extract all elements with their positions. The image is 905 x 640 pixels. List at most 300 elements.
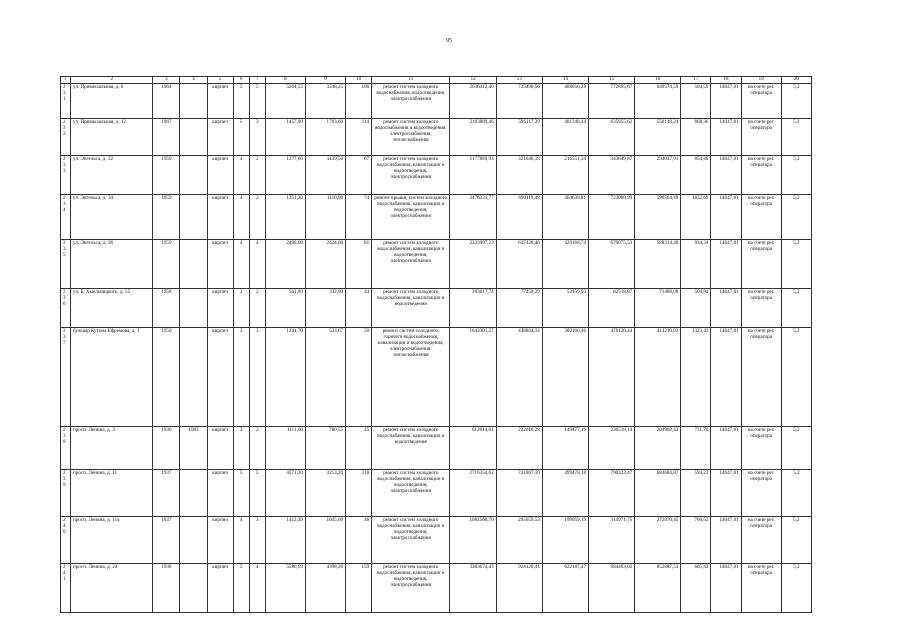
cell-text: 1177889,93: [469, 156, 494, 162]
cell-text: 1763,60: [326, 119, 344, 125]
cell-text: 14047,81: [719, 427, 739, 433]
address-cell: [71, 427, 153, 470]
cost-col15-cell: [589, 470, 635, 517]
cell-text: 1958: [161, 289, 172, 295]
column-number: 6: [233, 77, 249, 84]
entrances-cell: [249, 119, 265, 156]
fund-method-cell: [741, 289, 781, 328]
cost-col13-cell: [496, 427, 542, 470]
cost-col13-cell: [496, 156, 542, 195]
total-cost-cell: [450, 564, 496, 613]
cell-text: 2333987,23: [469, 240, 494, 246]
cell-text: 294047,91: [656, 156, 679, 162]
cell-text: просп. Ленина, д. 24: [73, 564, 118, 570]
cell-text: на счете рег. оператора: [747, 156, 775, 168]
cell-text: 45: [364, 427, 370, 433]
cost-col14-cell: [542, 195, 588, 240]
total-area-cell: [265, 470, 305, 517]
cell-text: кирпич: [212, 564, 228, 570]
row-number-cell: [61, 289, 71, 328]
total-cost-cell: [450, 289, 496, 328]
col20-cell: [781, 240, 811, 289]
unit-cost-cell: [681, 564, 711, 613]
cell-text: ремонт крыши, систем холодного водоснабжения, канализации и водоотведения, электроснабжения: [374, 195, 448, 219]
year-rebuilt-cell: [180, 427, 207, 470]
column-number: 11: [372, 77, 450, 84]
cell-text: кирпич: [212, 240, 228, 246]
row-number-cell: [61, 328, 71, 427]
cell-text: кирпич: [212, 470, 228, 476]
total-area-cell: [265, 328, 305, 427]
cell-text: 14047,81: [719, 195, 739, 201]
year-rebuilt-cell: [180, 156, 207, 195]
cell-text: ремонт систем холодного водоснабжения, канализации и водоотведения, электроснабжения: [377, 240, 445, 264]
cell-text: 283617,74: [472, 289, 494, 295]
works-cell: [372, 240, 450, 289]
cell-text: 594,23: [694, 470, 709, 476]
cell-text: 622187,47: [564, 564, 586, 570]
cell-text: 74: [364, 195, 370, 201]
cell-text: 464638,81: [564, 195, 586, 201]
cell-text: 812014,01: [472, 427, 494, 433]
cell-text: 984483,02: [610, 564, 633, 570]
address-cell: [71, 517, 153, 564]
cell-text: 5,2: [793, 517, 800, 523]
cell-text: 4: [255, 564, 259, 570]
wall-material-cell: [207, 328, 233, 427]
cell-text: 2: [255, 289, 259, 295]
cell-text: 1412,39: [286, 517, 303, 523]
floors-cell: [233, 84, 249, 119]
cell-text: 5,2: [793, 119, 800, 125]
total-area-cell: [265, 195, 305, 240]
cell-text: ремонт систем холодного водоснабжения и водоотведения, электроснабжения, теплоснабжения: [375, 119, 447, 143]
cell-text: 1937: [161, 517, 172, 523]
wall-material-cell: [207, 119, 233, 156]
total-area-cell: [265, 517, 305, 564]
cell-text: 302166,46: [564, 328, 586, 334]
cell-text: 605,43: [694, 564, 709, 570]
cell-text: 5,2: [793, 240, 800, 246]
cell-text: 478120,44: [610, 328, 633, 334]
cell-text: 239: [63, 470, 66, 488]
row-number-cell: [61, 195, 71, 240]
total-area-cell: [265, 427, 305, 470]
cell-text: 232: [63, 119, 66, 137]
cell-text: просп. Ленина, д. 11а: [73, 517, 120, 523]
fund-method-cell: [741, 240, 781, 289]
floors-cell: [233, 564, 249, 613]
living-area-cell: [305, 470, 345, 517]
cell-text: ул. Энгельса, д. 32: [73, 156, 114, 162]
cell-text: 3: [255, 328, 259, 334]
cell-text: 5264,55: [286, 84, 303, 90]
cell-text: 199059,19: [564, 517, 586, 523]
max-unit-cost-cell: [711, 470, 741, 517]
floors-cell: [233, 289, 249, 328]
cell-text: 1139,50: [326, 156, 344, 162]
row-number-cell: [61, 517, 71, 564]
works-cell: [372, 156, 450, 195]
cell-text: 2: [255, 195, 259, 201]
works-cell: [372, 427, 450, 470]
cell-text: кирпич: [212, 119, 228, 125]
cell-text: 1950: [161, 328, 172, 334]
year-rebuilt-cell: [180, 240, 207, 289]
entrances-cell: [249, 328, 265, 427]
cell-text: 1457,00: [286, 119, 303, 125]
unit-cost-cell: [681, 517, 711, 564]
cell-text: 332,90: [329, 289, 344, 295]
unit-cost-cell: [681, 289, 711, 328]
cell-text: 401348,44: [564, 119, 586, 125]
residents-cell: [346, 195, 372, 240]
cost-col14-cell: [542, 84, 588, 119]
cost-col13-cell: [496, 564, 542, 613]
cell-text: 14047,81: [719, 84, 739, 90]
cell-text: 46: [364, 517, 370, 523]
unit-cost-cell: [681, 470, 711, 517]
max-unit-cost-cell: [711, 84, 741, 119]
cell-text: 272870,45: [656, 517, 679, 523]
works-cell: [372, 84, 450, 119]
cell-text: 924120,41: [518, 564, 540, 570]
floors-cell: [233, 427, 249, 470]
total-area-cell: [265, 564, 305, 613]
year-rebuilt-cell: [180, 564, 207, 613]
cell-text: кирпич: [212, 517, 228, 523]
address-cell: [71, 84, 153, 119]
column-number: 14: [542, 77, 588, 84]
year-rebuilt-cell: [180, 84, 207, 119]
cost-col14-cell: [542, 119, 588, 156]
total-cost-cell: [450, 195, 496, 240]
cost-col14-cell: [542, 564, 588, 613]
cost-col13-cell: [496, 195, 542, 240]
year-rebuilt-cell: [180, 119, 207, 156]
living-area-cell: [305, 289, 345, 328]
col20-cell: [781, 564, 811, 613]
col20-cell: [781, 156, 811, 195]
row-number-cell: [61, 470, 71, 517]
cell-text: ул. Привокзальная, д. 12: [73, 119, 127, 125]
cell-text: 561,80: [288, 289, 303, 295]
cell-text: 679075,53: [610, 240, 633, 246]
cell-text: 1930: [161, 427, 172, 433]
cell-text: 731,70: [694, 427, 709, 433]
cell-text: 1959: [161, 156, 172, 162]
column-number: 20: [781, 77, 811, 84]
living-area-cell: [305, 328, 345, 427]
table-row: [61, 119, 812, 156]
cost-col15-cell: [589, 240, 635, 289]
cell-text: на счете рег. оператора: [747, 84, 775, 96]
cost-col16-cell: [635, 240, 681, 289]
cell-text: 635955,62: [610, 119, 633, 125]
cell-text: на счете рег. оператора: [747, 240, 775, 252]
living-area-cell: [305, 517, 345, 564]
total-cost-cell: [450, 427, 496, 470]
cell-text: 14047,81: [719, 119, 739, 125]
cell-text: на счете рег. оператора: [747, 195, 775, 207]
cost-col13-cell: [496, 119, 542, 156]
cell-text: на счете рег. оператора: [747, 427, 775, 439]
cell-text: 723008,99: [610, 195, 633, 201]
table-row: [61, 84, 812, 119]
cell-text: 766,52: [694, 517, 709, 523]
cell-text: 504,84: [694, 289, 709, 295]
cell-text: кирпич: [212, 328, 228, 334]
cell-text: 71488,08: [659, 289, 679, 295]
works-cell: [372, 517, 450, 564]
cost-col16-cell: [635, 156, 681, 195]
cell-text: 3: [255, 119, 259, 125]
cell-text: 1111,60: [286, 427, 303, 433]
row-number-cell: [61, 240, 71, 289]
cell-text: 1110,90: [326, 195, 344, 201]
cell-text: 14047,81: [719, 328, 739, 334]
cell-text: на счете рег. оператора: [747, 289, 775, 301]
residents-cell: [346, 240, 372, 289]
address-cell: [71, 328, 153, 427]
cost-col16-cell: [635, 195, 681, 240]
cost-col14-cell: [542, 470, 588, 517]
cell-text: 159: [361, 564, 370, 570]
max-unit-cost-cell: [711, 195, 741, 240]
address-cell: [71, 564, 153, 613]
column-number: 4: [180, 77, 207, 84]
cell-text: 448804,34: [518, 328, 540, 334]
cell-text: 14047,81: [719, 470, 739, 476]
entrances-cell: [249, 156, 265, 195]
cell-text: 690119,48: [518, 195, 540, 201]
cell-text: 1277,60: [286, 156, 303, 162]
wall-material-cell: [207, 564, 233, 613]
living-area-cell: [305, 119, 345, 156]
cell-text: 204902,43: [656, 427, 679, 433]
cost-col15-cell: [589, 517, 635, 564]
column-number: 17: [681, 77, 711, 84]
cell-text: 488056,28: [564, 84, 586, 90]
cell-text: 1937: [161, 470, 172, 476]
cost-col15-cell: [589, 195, 635, 240]
cell-text: 852887,53: [656, 564, 679, 570]
cell-text: 14047,81: [719, 517, 739, 523]
address-cell: [71, 119, 153, 156]
cell-text: ремонт систем холодного водоснабжения, канализации и водоотведения, электроснабжения: [377, 564, 445, 588]
cell-text: 240: [63, 517, 66, 535]
cell-text: 934,34: [694, 240, 709, 246]
table-row: [61, 195, 812, 240]
column-number: 10: [346, 77, 372, 84]
cell-text: 725490,56: [518, 84, 540, 90]
residents-cell: [346, 328, 372, 427]
cell-text: 236518,14: [610, 427, 633, 433]
fund-method-cell: [741, 119, 781, 156]
address-cell: [71, 195, 153, 240]
total-cost-cell: [450, 156, 496, 195]
table-row: [61, 289, 812, 328]
cell-text: 4: [239, 195, 243, 201]
residents-cell: [346, 427, 372, 470]
column-number: 19: [741, 77, 781, 84]
cell-text: 3248,25: [326, 84, 344, 90]
cell-text: просп. Ленина, д. 11: [73, 470, 118, 476]
cell-text: 2498,00: [286, 240, 303, 246]
works-cell: [372, 470, 450, 517]
floors-cell: [233, 328, 249, 427]
row-number-cell: [61, 119, 71, 156]
year-built-cell: [153, 289, 180, 328]
cell-text: 1964: [161, 84, 172, 90]
col20-cell: [781, 289, 811, 328]
cell-text: 429168,74: [564, 240, 586, 246]
cell-text: 1959: [161, 195, 172, 201]
wall-material-cell: [207, 427, 233, 470]
max-unit-cost-cell: [711, 517, 741, 564]
cell-text: 5,2: [793, 195, 800, 201]
cell-text: 149477,16: [564, 427, 586, 433]
unit-cost-cell: [681, 240, 711, 289]
cell-text: 1643301,27: [469, 328, 494, 334]
cell-text: 741867,10: [518, 470, 540, 476]
max-unit-cost-cell: [711, 240, 741, 289]
cell-text: 2183889,46: [469, 119, 494, 125]
cell-text: 550148,24: [656, 119, 679, 125]
row-number-cell: [61, 84, 71, 119]
cost-col13-cell: [496, 328, 542, 427]
cell-text: 2716354,62: [469, 470, 494, 476]
col20-cell: [781, 470, 811, 517]
column-number: 12: [450, 77, 496, 84]
cell-text: 233: [63, 156, 66, 174]
cost-col13-cell: [496, 240, 542, 289]
cell-text: 14047,81: [719, 240, 739, 246]
table-row: [61, 427, 812, 470]
unit-cost-cell: [681, 119, 711, 156]
cell-text: 1251,20: [286, 195, 303, 201]
unit-cost-cell: [681, 156, 711, 195]
fund-method-cell: [741, 564, 781, 613]
cell-text: 649574,59: [656, 84, 679, 90]
residents-cell: [346, 156, 372, 195]
year-built-cell: [153, 240, 180, 289]
cell-text: 5,2: [793, 84, 800, 90]
cell-text: 67: [364, 156, 370, 162]
cell-text: ул. Энгельса, д. 34: [73, 195, 114, 201]
living-area-cell: [305, 84, 345, 119]
cell-text: 1959: [161, 240, 172, 246]
cell-text: 5,2: [793, 156, 800, 162]
floors-cell: [233, 156, 249, 195]
cell-text: 1045,00: [326, 517, 344, 523]
table-row: [61, 470, 812, 517]
cell-text: на счете рег. оператора: [747, 119, 775, 131]
cell-text: 4: [239, 156, 243, 162]
entrances-cell: [249, 564, 265, 613]
cell-text: 5: [255, 84, 259, 90]
cell-text: 2476331,77: [469, 195, 494, 201]
cell-text: 2424,60: [326, 240, 344, 246]
cost-col14-cell: [542, 156, 588, 195]
column-number: 5: [207, 77, 233, 84]
total-area-cell: [265, 240, 305, 289]
cell-text: ул. Б. Хмельницкого, д. 55: [73, 289, 131, 295]
row-number-cell: [61, 156, 71, 195]
year-built-cell: [153, 564, 180, 613]
wall-material-cell: [207, 470, 233, 517]
address-cell: [71, 289, 153, 328]
residents-cell: [346, 517, 372, 564]
cell-text: 3: [239, 427, 243, 433]
fund-method-cell: [741, 517, 781, 564]
cell-text: просп. Ленина, д. 3: [73, 427, 115, 433]
cost-col13-cell: [496, 517, 542, 564]
cell-text: 238: [63, 427, 66, 445]
cell-text: 533,67: [329, 328, 344, 334]
year-rebuilt-cell: [180, 328, 207, 427]
column-number: 13: [496, 77, 542, 84]
fund-method-cell: [741, 195, 781, 240]
max-unit-cost-cell: [711, 564, 741, 613]
cell-text: 314971,75: [610, 517, 633, 523]
wall-material-cell: [207, 84, 233, 119]
cell-text: 5: [239, 119, 243, 125]
column-number: 1: [61, 77, 71, 84]
cell-text: 237: [63, 328, 66, 346]
unit-cost-cell: [681, 84, 711, 119]
cell-text: 5586,99: [286, 564, 303, 570]
cost-col15-cell: [589, 427, 635, 470]
year-rebuilt-cell: [180, 195, 207, 240]
cost-col15-cell: [589, 84, 635, 119]
year-rebuilt-cell: [180, 289, 207, 328]
cell-text: 4571,20: [286, 470, 303, 476]
cost-col16-cell: [635, 328, 681, 427]
cell-text: 588314,48: [656, 240, 679, 246]
cell-text: 5,2: [793, 564, 800, 570]
max-unit-cost-cell: [711, 156, 741, 195]
row-number-cell: [61, 564, 71, 613]
cell-text: 236: [63, 289, 66, 307]
cell-text: кирпич: [212, 427, 228, 433]
total-area-cell: [265, 289, 305, 328]
wall-material-cell: [207, 289, 233, 328]
cell-text: 295659,53: [518, 517, 540, 523]
cell-text: 241: [63, 564, 66, 582]
cell-text: 414210,03: [656, 328, 679, 334]
total-cost-cell: [450, 240, 496, 289]
floors-cell: [233, 195, 249, 240]
cell-text: 1241,70: [286, 328, 303, 334]
cell-text: 4398,20: [326, 564, 344, 570]
total-cost-cell: [450, 470, 496, 517]
residents-cell: [346, 84, 372, 119]
year-rebuilt-cell: [180, 470, 207, 517]
residents-cell: [346, 564, 372, 613]
cell-text: 3383674,43: [469, 564, 494, 570]
year-rebuilt-cell: [180, 517, 207, 564]
cell-text: 5,2: [793, 328, 800, 334]
cell-text: на счете рег. оператора: [747, 328, 775, 340]
cell-text: 5: [255, 470, 259, 476]
cell-text: ремонт систем холодного, горячего водоснабжения, канализации и водоотведения, электроснабжения, теплоснабжения: [377, 328, 444, 358]
cell-text: 596117,29: [518, 119, 540, 125]
cell-text: 50: [364, 328, 370, 334]
page-number: 95: [446, 38, 452, 44]
cell-text: 637428,46: [518, 240, 540, 246]
address-cell: [71, 240, 153, 289]
